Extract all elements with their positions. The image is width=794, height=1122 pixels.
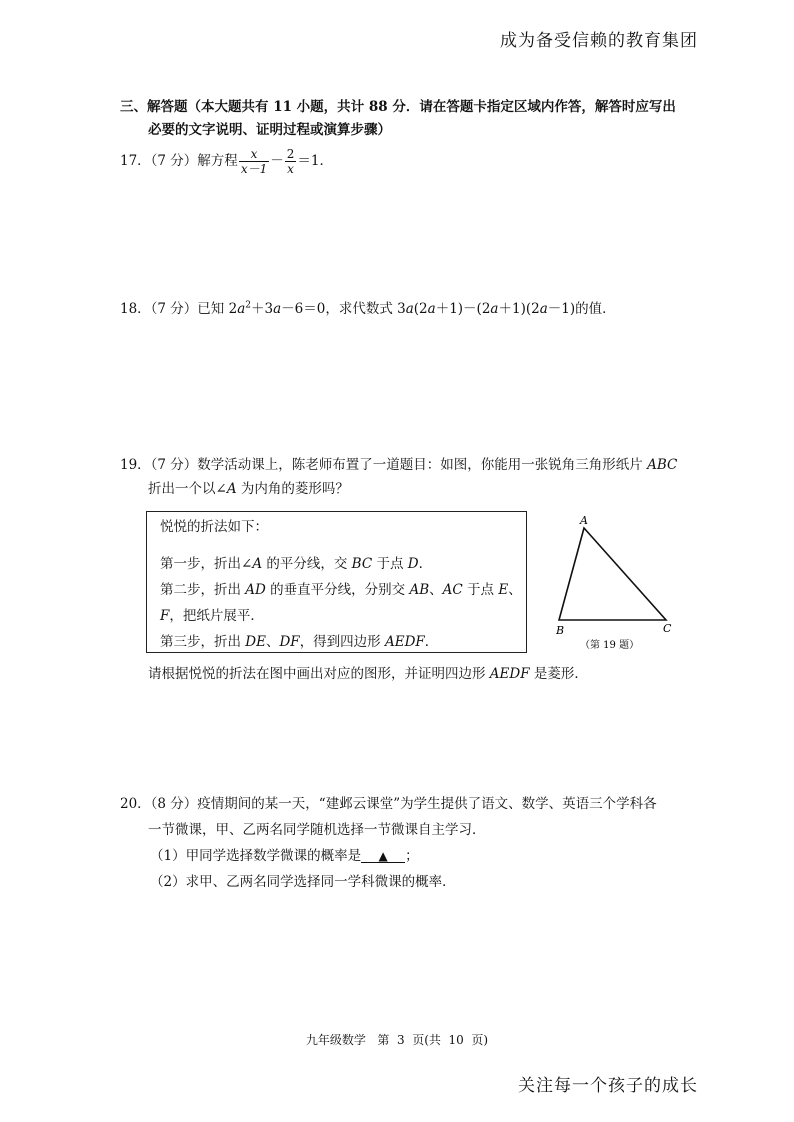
- step-text: ．: [418, 556, 433, 572]
- q18-var: a: [405, 301, 414, 317]
- q18-var: a: [490, 301, 499, 317]
- step-var: BC: [351, 556, 373, 572]
- step-text: ．: [424, 634, 439, 650]
- step-var: AB: [409, 582, 430, 598]
- step-text: 、: [265, 634, 280, 650]
- q17-minus: －: [270, 152, 284, 169]
- q19-var: ABC: [647, 457, 678, 473]
- q19-var: AEDF: [489, 666, 530, 682]
- page-number: 九年级数学 第 3 页(共 10 页): [305, 1033, 489, 1047]
- vertex-label-a: A: [580, 514, 588, 527]
- q20-part1-text: （1）甲同学选择数学微课的概率是: [150, 848, 362, 864]
- step-text: 、: [508, 582, 522, 598]
- q19-line2: [148, 483, 349, 497]
- q17-frac2-numerator: 2: [286, 147, 295, 161]
- q18-text: ＋1)－(2: [435, 301, 491, 317]
- q19-line1: [120, 459, 677, 473]
- section-title-line2: 必要的文字说明、证明过程或演算步骤）: [148, 122, 391, 138]
- q18-prefix: 18．（7 分）已知 2: [120, 301, 238, 317]
- section-title-line1: 三、解答题（本大题共有 11 小题，共计 88 分．请在答题卡指定区域内作答，解答时应写出: [120, 99, 676, 115]
- q19-line1-text: 19．（7 分）数学活动课上，陈老师布置了一道题目：如图，你能用一张锐角三角形纸片: [120, 457, 648, 473]
- step-text: 第二步，折出: [160, 582, 246, 598]
- q18-text: (2: [413, 301, 428, 317]
- q17-fraction-2: [285, 148, 297, 175]
- step-3: [160, 636, 438, 650]
- q18-var: a: [539, 301, 548, 317]
- q18-var: a: [427, 301, 436, 317]
- q17-frac2-denominator: x: [287, 162, 294, 176]
- q17-frac1-denominator: x－1: [240, 162, 268, 176]
- q18-var: a: [273, 301, 282, 317]
- answer-blank[interactable]: ▲: [361, 850, 405, 863]
- step-text: 的平分线，交: [262, 556, 352, 572]
- q19-text: 为内角的菱形吗？: [236, 481, 349, 497]
- q20-line2: 一节微课，甲、乙两名同学随机选择一节微课自主学习．: [148, 822, 486, 838]
- step-text: 第一步，折出∠: [160, 556, 253, 572]
- q17-prefix: 17．（7 分）解方程: [120, 152, 238, 169]
- box-title: 悦悦的折法如下：: [160, 519, 268, 535]
- step-var: AC: [442, 582, 463, 598]
- vertex-label-c: C: [663, 622, 672, 635]
- vertex-label-b: B: [556, 624, 565, 637]
- step-var: AD: [245, 582, 266, 598]
- question-17: [120, 148, 333, 175]
- q19-prompt-text: 请根据悦悦的折法在图中画出对应的图形，并证明四边形: [148, 666, 490, 682]
- step-var: D: [407, 556, 419, 572]
- triangle-abc: [559, 528, 666, 620]
- q18-text: ＋1)(2: [498, 301, 540, 317]
- step-var: AEDF: [384, 634, 425, 650]
- step-text: 的垂直平分线，分别交: [265, 582, 410, 598]
- q17-suffix: ＝1．: [297, 152, 333, 169]
- step-var: E: [498, 582, 509, 598]
- step-var: DE: [245, 634, 266, 650]
- q20-line1: 20．（8 分）疫情期间的某一天，“建邺云课堂”为学生提供了语文、数学、英语三个学科各: [120, 796, 657, 812]
- step-text: ，得到四边形: [299, 634, 385, 650]
- q18-text: ＋3: [251, 301, 274, 317]
- step-1: [160, 558, 432, 572]
- q17-fraction-1: [239, 148, 269, 175]
- q17-frac1-numerator: x: [239, 148, 269, 162]
- q18-exponent: 2: [245, 300, 251, 311]
- q20-part1-end: ；: [405, 848, 419, 864]
- q19-prompt: [148, 668, 588, 682]
- footer-slogan: 关注每一个孩子的成长: [518, 1076, 698, 1096]
- step-text: 第三步，折出: [160, 634, 246, 650]
- step-var: F: [160, 608, 170, 624]
- q18-suffix: －1)的值．: [547, 301, 616, 317]
- step-text: 于点: [462, 582, 499, 598]
- step-text: 、: [429, 582, 443, 598]
- step-var: DF: [279, 634, 300, 650]
- step-text: 于点: [372, 556, 408, 572]
- q18-text: －6＝0，求代数式 3: [281, 301, 406, 317]
- q20-part1: [150, 850, 419, 864]
- triangle-figure: [548, 510, 678, 660]
- q19-var: A: [226, 481, 237, 497]
- header-slogan: 成为备受信赖的教育集团: [500, 31, 698, 51]
- step-text: ，把纸片展平．: [169, 608, 264, 624]
- step-var: A: [252, 556, 263, 572]
- q19-text: 折出一个以∠: [148, 481, 227, 497]
- figure-caption: （第 19 题）: [580, 640, 640, 651]
- q19-prompt-text: 是菱形．: [529, 666, 588, 682]
- q18-var: a: [237, 301, 246, 317]
- step-2: [160, 584, 522, 598]
- step-2-continued: [160, 610, 264, 624]
- question-18: [120, 300, 616, 317]
- q20-part2: （2）求甲、乙两名同学选择同一学科微课的概率．: [150, 874, 456, 890]
